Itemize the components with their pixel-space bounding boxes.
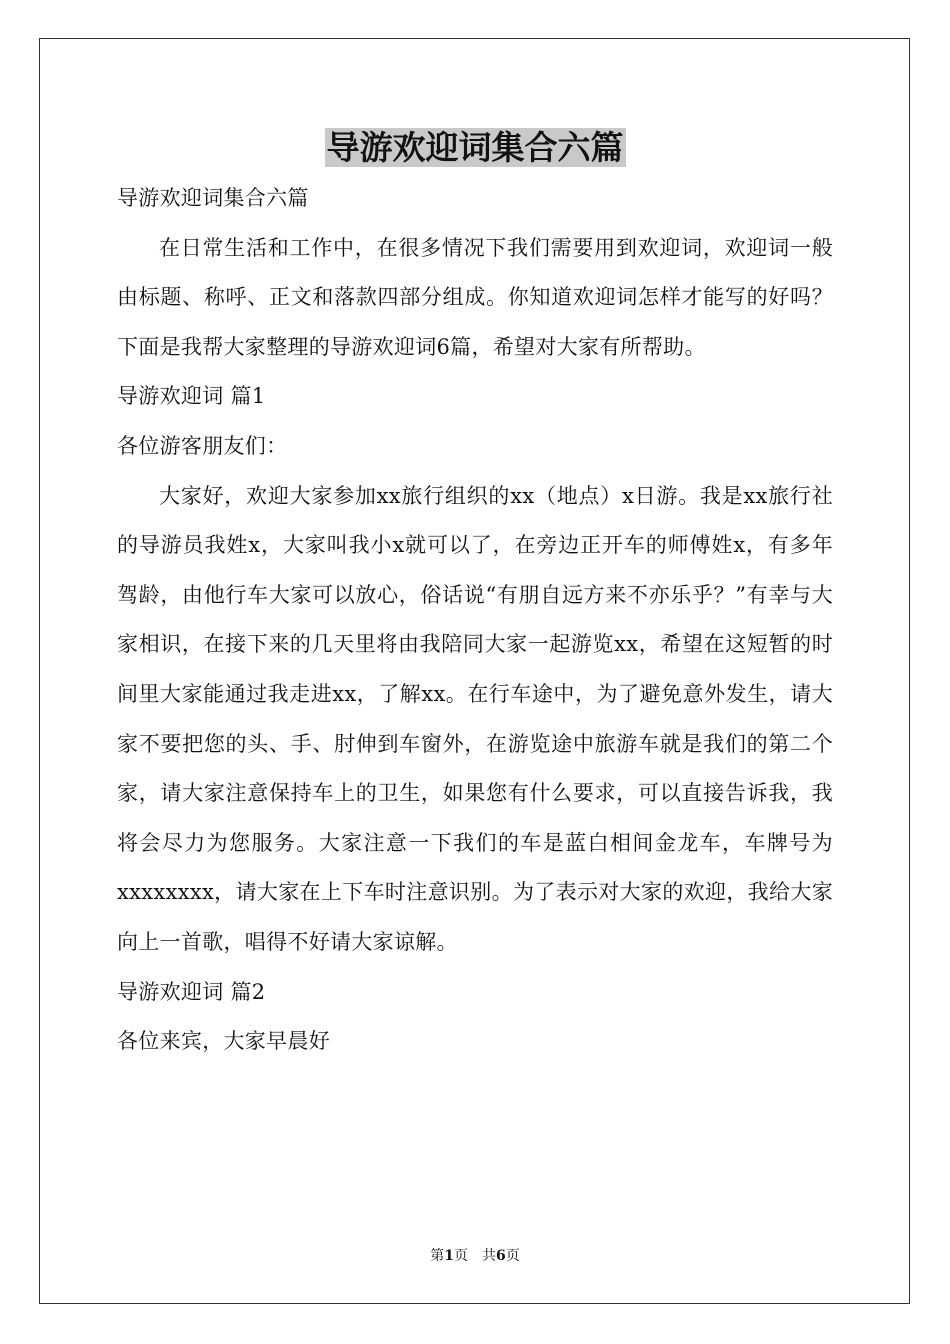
document-body xyxy=(117,174,833,1067)
section-heading-1: 导游欢迎词 篇1 xyxy=(117,384,266,409)
document-title xyxy=(0,126,950,170)
page-footer xyxy=(0,1246,950,1266)
page-prefix: 第 xyxy=(430,1248,445,1264)
page-suffix: 页 xyxy=(454,1248,468,1264)
paragraph-subtitle: 导游欢迎词集合六篇 xyxy=(117,186,309,210)
page-number: 1 xyxy=(444,1248,454,1264)
document-title-text: 导游欢迎词集合六篇 xyxy=(326,128,624,167)
paragraph-greeting-1: 各位游客朋友们： xyxy=(117,433,288,458)
paragraph-intro: 在日常生活和工作中，在很多情况下我们需要用到欢迎词，欢迎词一般由标题、称呼、正文和落款四部分组成。你知道欢迎词怎样才能写的好吗？下面是我帮大家整理的导游欢迎词6篇，希望对大家有所帮助。 xyxy=(117,235,833,359)
total-suffix: 页 xyxy=(505,1248,520,1264)
paragraph-body-1: 大家好，欢迎大家参加xx旅行组织的xx（地点）x日游。我是xx旅行社的导游员我姓x，大家叫我小x就可以了，在旁边正开车的师傅姓x，有多年驾龄，由他行车大家可以放心，俗话说“有朋自远方来不亦乐乎？”有幸与大家相识，在接下来的几天里将由我陪同大家一起游览xx，希望在这短暂的时间里大家能通过我走进xx，了解xx。在行车途中，为了避免意外发生，请大家不要把您的头、手、肘伸到车窗外，在游览途中旅游车就是我们的第二个家，请大家注意保持车上的卫生，如果您有什么要求，可以直接告诉我，我将会尽力为您服务。大家注意一下我们的车是蓝白相间金龙车，车牌号为xxxxxxxx，请大家在上下车时注意识别。为了表示对大家的欢迎，我给大家向上一首歌，唱得不好请大家谅解。 xyxy=(117,483,833,954)
total-pages: 6 xyxy=(496,1248,506,1264)
total-prefix: 共 xyxy=(482,1248,496,1264)
section-heading-2: 导游欢迎词 篇2 xyxy=(117,979,266,1004)
paragraph-greeting-2: 各位来宾，大家早晨好 xyxy=(117,1029,330,1054)
